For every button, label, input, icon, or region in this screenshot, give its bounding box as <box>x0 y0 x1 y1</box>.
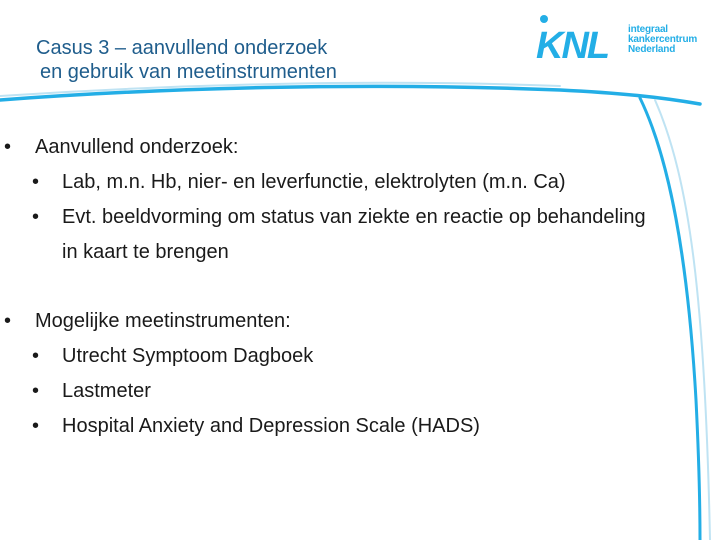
slide-content <box>0 130 660 444</box>
sub-bullet-marker: • <box>32 345 40 367</box>
bullet-marker: • <box>4 136 12 158</box>
bullet-item <box>0 304 660 339</box>
logo-dot <box>540 15 548 23</box>
bullet-text: Mogelijke meetinstrumenten: <box>35 310 291 332</box>
bullet-marker: • <box>4 310 12 332</box>
slide-title-line-2: en gebruik van meetinstrumenten <box>40 61 337 83</box>
logo-mark-text: KNL <box>536 25 609 64</box>
sub-bullet-marker: • <box>32 415 40 437</box>
sub-bullet-marker: • <box>32 206 40 228</box>
knl-logo-mark <box>536 14 618 64</box>
sub-bullet-item <box>0 339 660 374</box>
sub-bullet-marker: • <box>32 380 40 402</box>
bullet-item <box>0 130 660 165</box>
slide-title <box>36 36 337 84</box>
bullet-text: Aanvullend onderzoek: <box>35 136 239 158</box>
sub-bullet-marker: • <box>32 171 40 193</box>
sub-bullet-item <box>0 409 660 444</box>
sub-bullet-text: Evt. beeldvorming om status van ziekte en reactie op behandeling in kaart te brengen <box>62 206 646 263</box>
sub-bullet-text: Lab, m.n. Hb, nier- en leverfunctie, elektrolyten (m.n. Ca) <box>62 171 566 193</box>
sub-bullet-item <box>0 200 660 270</box>
sub-bullet-item <box>0 374 660 409</box>
slide-title-line-1: Casus 3 – aanvullend onderzoek <box>36 37 328 59</box>
knl-logo <box>536 14 706 64</box>
logo-subtitle <box>628 25 697 55</box>
sub-bullet-item <box>0 165 660 200</box>
sub-bullet-text: Lastmeter <box>62 380 151 402</box>
logo-sub-line-2: kankercentrum <box>628 34 698 45</box>
logo-sub-line-1: integraal <box>628 24 668 35</box>
sub-bullet-text: Hospital Anxiety and Depression Scale (HADS) <box>62 415 480 437</box>
logo-sub-line-3: Nederland <box>628 44 676 55</box>
sub-bullet-text: Utrecht Symptoom Dagboek <box>62 345 314 367</box>
bullet-group-spacer <box>0 270 660 304</box>
